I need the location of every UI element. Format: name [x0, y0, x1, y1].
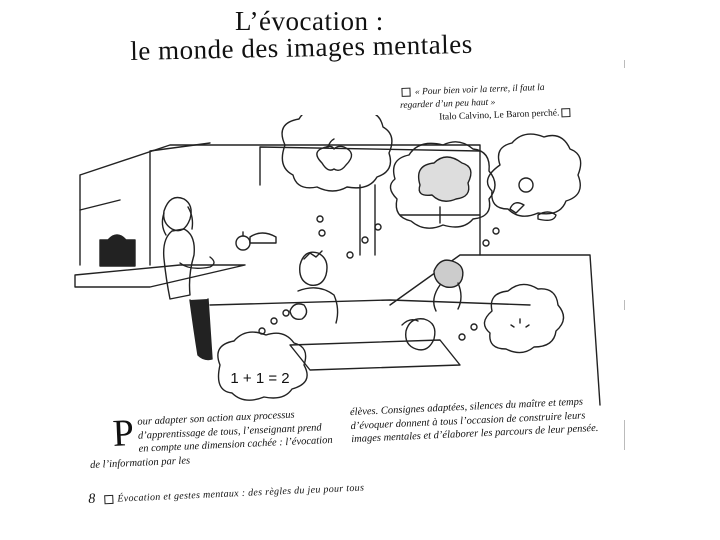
formula-text: 1 + 1 = 2	[230, 370, 290, 387]
empty-thought-bubble-drawing	[459, 284, 564, 352]
classroom-illustration	[60, 115, 620, 415]
page-title-line2: le monde des images mentales	[130, 28, 473, 66]
teacher-figure-drawing	[162, 198, 250, 360]
running-title: Évocation et gestes mentaux : des règles du jeu pour tous	[117, 482, 365, 505]
student-front-drawing	[402, 319, 435, 350]
square-bullet-icon	[104, 495, 113, 504]
page-footer	[88, 473, 508, 508]
body-column-left	[88, 407, 335, 472]
square-bullet-icon	[401, 88, 410, 97]
scan-mark	[624, 420, 625, 450]
epigraph-quote: « Pour bien voir la terre, il faut la regarder d’un peu haut »	[399, 82, 545, 111]
drop-cap: P	[111, 411, 135, 455]
blackboard-drawing	[80, 143, 480, 265]
scan-mark	[624, 60, 625, 68]
body-column-right: élèves. Consignes adaptées, silences du maître et temps d’évoquer donnent à tous l’occasion de construire leurs images mentales et d’élaborer les parcours de leur pensée.	[349, 396, 599, 446]
student-boy-drawing	[298, 251, 338, 323]
tree-thought-bubble-drawing	[347, 142, 495, 258]
epigraph-source: Italo Calvino, Le Baron perché.	[400, 107, 572, 126]
fruit-thought-bubble-drawing	[483, 134, 581, 246]
page-title-line1: L’évocation :	[235, 6, 384, 36]
scan-mark	[624, 300, 625, 310]
student-girl-drawing	[434, 260, 463, 311]
body-column-left-text: our adapter son action aux processus d’apprentissage de tous, l’enseignant prend en compte une dimension cachée : l’évocation de l’information par les	[89, 409, 333, 471]
page-number: 8	[88, 491, 96, 507]
